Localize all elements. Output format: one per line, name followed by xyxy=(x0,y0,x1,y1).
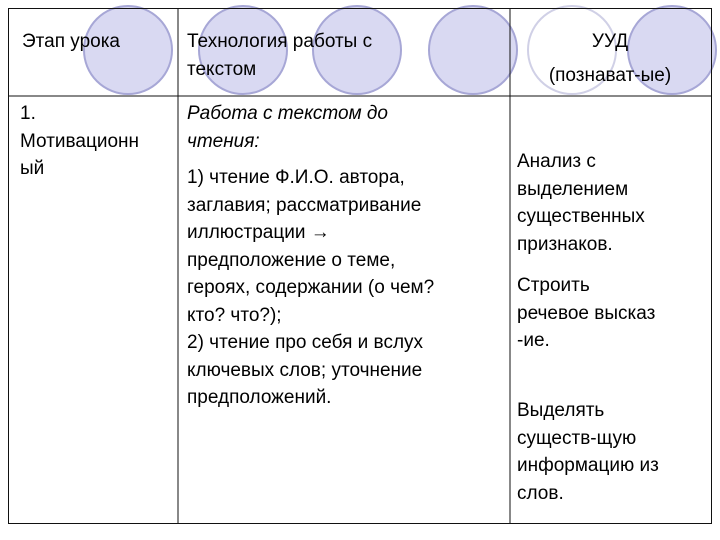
technology-title: Работа с текстом до чтения: xyxy=(187,103,388,152)
header-technology: Технология работы с текстом xyxy=(187,31,373,80)
header-uud-subtitle: (познават-ые) xyxy=(548,65,672,86)
uud-analysis: Анализ с выделением существенных признаков. xyxy=(517,151,645,255)
technology-body: 1) чтение Ф.И.О. автора, заглавия; рассматривание иллюстрации → предположение о теме, героях, содержании (о чем? кто? что?); 2) чтение про себя и вслух ключевых слов; уточнение предположений. xyxy=(187,167,435,408)
uud-speech: Строить речевое высказ -ие. xyxy=(517,275,656,351)
uud-information: Выделять существ-щую информацию из слов. xyxy=(517,400,659,504)
header-uud-title: УУД xyxy=(591,31,629,52)
header-stage: Этап урока xyxy=(22,31,120,52)
stage-cell: 1. Мотивационн ый xyxy=(20,103,140,179)
